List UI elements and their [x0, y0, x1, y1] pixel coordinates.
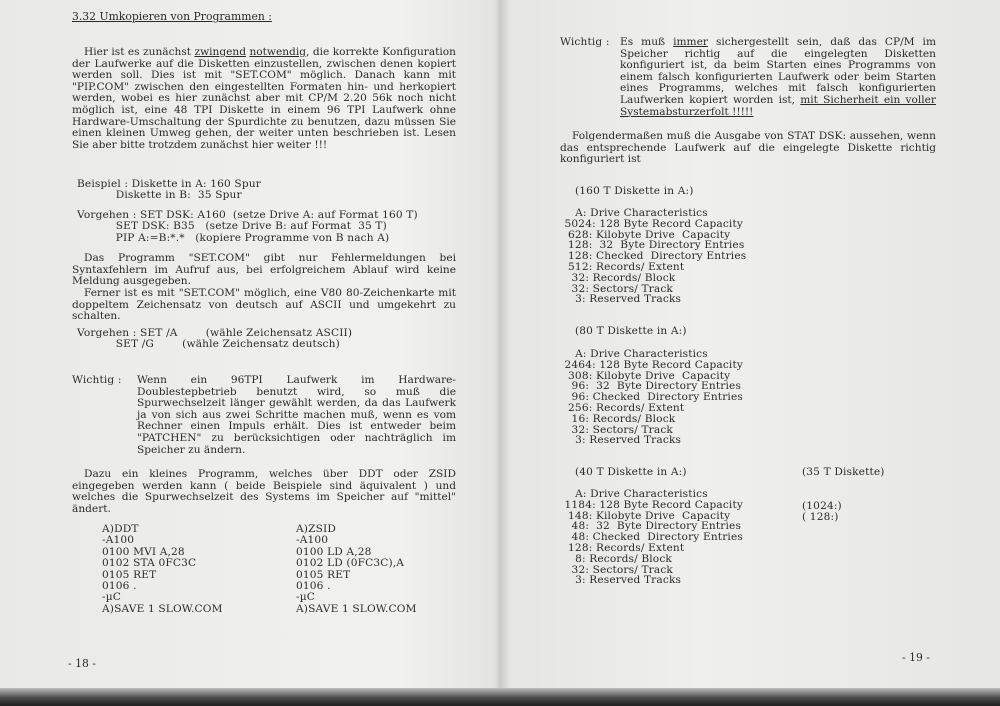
page-number-left: - 18 - [68, 657, 96, 670]
intro-underline-zwingend: zwingend [194, 46, 246, 58]
ferner-paragraph: Ferner ist es mit "SET.COM" möglich, eine V80 80-Zeichenkarte mit doppeltem Zeichensatz von deutsch auf ASCII und umgekehrt zu schalten. [72, 287, 456, 323]
left-page [0, 0, 500, 690]
wichtig-paragraph-right [620, 37, 936, 118]
table-80t: A: Drive Characteristics 2464: 128 Byte Record Capacity 308: Kilobyte Drive Capacity 96: 32 Byte Directory Entries 96: Checked Directory Entries 256: Records/ Extent 16: Records/ Block 32: Sectors/ Track 3: Reserved Tracks [564, 348, 744, 447]
wichtig-underline-immer: immer [673, 36, 708, 48]
intro-text-rest: , die korrekte Konfiguration der Laufwerke auf die Disketten einzustellen, zwischen denen kopiert werden soll. Dies ist mit "SET.COM" möglich. Danach kann mit "PIP.COM" zwischen den eingestellten Formaten hin- und herkopiert werden, wobei es hier zunächst aber mit CP/M 2.20 56k noch nicht möglich ist, eine 48 TPI Diskette in einem 96 TPI Laufwerk ohne Hardware-Umschaltung der Spurdichte zu benutzen, dazu müssen Sie einen kleinen Umweg gehen, der weiter unten beschrieben ist. Lesen Sie aber bitte trotzdem zunächst hier weiter !!! [72, 46, 456, 151]
table-40t-title: (40 T Diskette in A:) [575, 466, 687, 478]
table-160t: A: Drive Characteristics 5024: 128 Byte Record Capacity 628: Kilobyte Drive Capacity 128: 32 Byte Directory Entries 128: Checked Directory Entries 512: Records/ Extent 32: Records/ Block 32: Sectors/ Track 3: Reserved Tracks [564, 207, 747, 306]
vorgehen-set-charset: Vorgehen : SET /A (wähle Zeichensatz ASCII) SET /G (wähle Zeichensatz deutsch) [77, 327, 353, 351]
wichtig-text-middle: sichergestellt sein, daß das CP/M im Speicher richtig auf die eingelegten Disketten konfiguriert ist, da beim Starten eines Programms von einem falsch konfigurierten Laufwerk oder beim Starten eines Programms, welches mit falsch konfigurierten Laufwerken kopiert worden ist, [620, 36, 936, 106]
table-35t-title: (35 T Diskette) [802, 466, 885, 478]
scan-shadow [0, 688, 1000, 706]
intro-paragraph [72, 47, 456, 151]
page-number-right: - 19 - [902, 651, 930, 664]
intro-underline-notwendig: notwendig [249, 46, 307, 58]
intro-text-start: Hier ist es zunächst [84, 46, 195, 58]
beispiel-block: Beispiel : Diskette in A: 160 Spur Diskette in B: 35 Spur [77, 178, 261, 202]
zsid-code-listing: A)ZSID -A100 0100 LD A,28 0102 LD (0FC3C),A 0105 RET 0106 . -µC A)SAVE 1 SLOW.COM [296, 523, 417, 615]
vorgehen-set-dsk: Vorgehen : SET DSK: A160 (setze Drive A: auf Format 160 T) SET DSK: B35 (setze Drive B: auf Format 35 T) PIP A:=B:*.* (kopiere Programme von B nach A) [77, 209, 418, 244]
wichtig-underline-systemabsturz: mit Sicherheit ein voller Systemabsturzerfolt !!!!! [620, 93, 936, 118]
table-40t: A: Drive Characteristics 1184: 128 Byte Record Capacity 148: Kilobyte Drive Capacity 48: 32 Byte Directory Entries 48: Checked Directory Entries 128: Records/ Extent 8: Records/ Block 32: Sectors/ Track 3: Reserved Tracks [564, 488, 744, 587]
folgendermassen-paragraph: Folgendermaßen muß die Ausgabe von STAT DSK: aussehen, wenn das entsprechende Laufwerk auf die eingelegte Diskette richtig konfiguriert ist [560, 130, 936, 166]
wichtig-label-left: Wichtig : [72, 374, 122, 386]
wichtig-label-right: Wichtig : [560, 36, 610, 48]
wichtig-paragraph-left: Wenn ein 96TPI Laufwerk im Hardware- Doublestepbetrieb benutzt wird, so muß die Spurwechselzeit länger gewählt werden, da das Laufwerk ja von sich aus zwei Schritte machen muß, wenn es vom Rechner einen Impuls erhält. Dies ist entweder beim "PATCHEN" zu berücksichtigen oder nachträglich im Speicher zu ändern. [137, 374, 456, 456]
table-160t-title: (160 T Diskette in A:) [575, 185, 694, 197]
table-35t-values: (1024:) ( 128:) [802, 500, 842, 523]
table-80t-title: (80 T Diskette in A:) [575, 325, 687, 337]
ddt-code-listing: A)DDT -A100 0100 MVI A,28 0102 STA 0FC3C 0105 RET 0106 . -µC A)SAVE 1 SLOW.COM [102, 523, 223, 615]
dazu-paragraph: Dazu ein kleines Programm, welches über DDT oder ZSID eingegeben werden kann ( beide Beispiele sind äquivalent ) und welches die Spurwechselzeit des Systems im Speicher auf "mittel" ändert. [72, 468, 456, 515]
right-page [500, 0, 1000, 690]
section-heading: 3.32 Umkopieren von Programmen : [72, 10, 272, 23]
set-com-paragraph: Das Programm "SET.COM" gibt nur Fehlermeldungen bei Syntaxfehlern im Aufruf aus, bei erfolgreichem Ablauf wird keine Meldung ausgegeben. [72, 252, 456, 288]
wichtig-text-start: Es muß [620, 36, 674, 48]
